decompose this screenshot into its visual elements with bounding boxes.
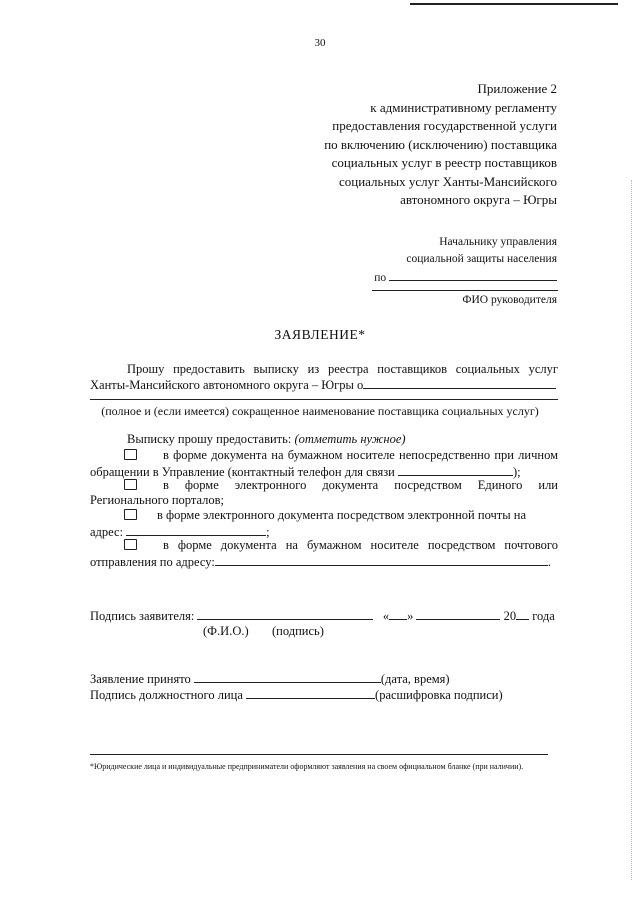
- option-2-checkbox-row: [124, 477, 137, 493]
- date-quote-open: «: [382, 609, 390, 623]
- scan-edge-marks: [631, 180, 640, 880]
- option-3-line-2-text: адрес:: [90, 525, 124, 539]
- accepted-caption: (дата, время): [380, 672, 450, 686]
- option-3-line-1: в форме электронного документа посредством электронной почты на: [157, 508, 527, 522]
- request-line-2-text: Ханты-Мансийского автономного округа – Югры о: [90, 378, 364, 392]
- option-3-line-2-end: ;: [266, 525, 270, 539]
- option-2-line-1: в форме электронного документа посредством Единого или: [163, 478, 558, 492]
- addressee-line-2: социальной защиты населения: [406, 253, 557, 265]
- request-line-1: Прошу предоставить выписку из реестра поставщиков социальных услуг: [127, 362, 558, 376]
- provider-name-field[interactable]: [363, 376, 556, 389]
- date-quote-close: »: [407, 609, 414, 623]
- provider-name-caption: (полное и (если имеется) сокращенное наименование поставщика социальных услуг): [101, 404, 539, 418]
- document-title: ЗАЯВЛЕНИЕ*: [274, 327, 366, 342]
- page-number: 30: [314, 37, 326, 49]
- date-year-prefix: 20: [503, 609, 517, 623]
- request-line-2: [90, 376, 556, 393]
- addressee-name-field[interactable]: [389, 268, 557, 281]
- accepted-field[interactable]: [194, 670, 381, 683]
- delivery-intro: [127, 431, 406, 447]
- option-1-line-2-text: обращении в Управление (контактный телефон для связи: [90, 465, 395, 479]
- option-2-checkbox[interactable]: [124, 479, 137, 490]
- footnote-separator: [90, 754, 548, 755]
- option-3-checkbox-row: [124, 507, 137, 523]
- date-month-field[interactable]: [416, 607, 500, 620]
- applicant-signature-row: [90, 607, 555, 624]
- contact-phone-field[interactable]: [398, 463, 513, 476]
- appendix-line: автономного округа – Югры: [400, 192, 557, 207]
- fio-field-line[interactable]: [372, 290, 558, 291]
- official-signature-label: Подпись должностного лица: [90, 688, 243, 702]
- official-signature-field[interactable]: [246, 686, 375, 699]
- caption-fio: (Ф.И.О.): [203, 624, 249, 638]
- fio-caption: ФИО руководителя: [462, 294, 557, 306]
- delivery-intro-note: (отметить нужное): [294, 432, 406, 446]
- option-2-line-2: Регионального порталов;: [90, 493, 224, 507]
- top-border-line: [410, 3, 618, 5]
- option-1-line-2-end: );: [512, 465, 521, 479]
- addressee-po-label: по: [374, 272, 387, 284]
- appendix-line: по включению (исключению) поставщика: [324, 136, 557, 152]
- appendix-line: к административному регламенту: [370, 99, 557, 115]
- option-4-checkbox-row: [124, 537, 137, 553]
- option-4-checkbox[interactable]: [124, 539, 137, 550]
- appendix-line: социальных услуг в реестр поставщиков: [331, 155, 557, 170]
- addressee-po-row: [374, 268, 557, 287]
- postal-address-field[interactable]: [215, 553, 548, 566]
- appendix-line: Приложение 2: [477, 81, 557, 96]
- accepted-label: Заявление принято: [90, 672, 191, 686]
- option-3-checkbox[interactable]: [124, 509, 137, 520]
- date-year-field[interactable]: [516, 607, 529, 620]
- date-year-suffix: года: [532, 609, 555, 623]
- addressee-block: [374, 234, 557, 287]
- addressee-line-1: Начальнику управления: [439, 236, 557, 248]
- option-4-line-1: в форме документа на бумажном носителе посредством почтового: [163, 538, 558, 552]
- official-signature-row: [90, 686, 503, 703]
- appendix-line: социальных услуг Ханты-Мансийского: [338, 173, 557, 189]
- option-1-line-1: в форме документа на бумажном носителе непосредственно при личном: [163, 448, 558, 462]
- applicant-signature-field[interactable]: [197, 607, 373, 620]
- footnote: *Юридические лица и индивидуальные предприниматели оформляют заявления на своем официальном бланке (при наличии).: [90, 762, 524, 771]
- option-1-checkbox[interactable]: [124, 449, 137, 460]
- applicant-signature-label: Подпись заявителя:: [90, 609, 195, 623]
- option-4-line-2-end: .: [547, 555, 551, 569]
- appendix-block: [324, 80, 557, 210]
- option-1-checkbox-row: [124, 447, 137, 463]
- delivery-intro-text: Выписку прошу предоставить:: [127, 432, 292, 446]
- email-field[interactable]: [126, 523, 266, 536]
- option-4-line-2-text: отправления по адресу:: [90, 555, 215, 569]
- option-4-line-2: [90, 553, 551, 570]
- official-signature-caption: (расшифровка подписи): [375, 688, 503, 702]
- caption-signature: (подпись): [272, 624, 324, 638]
- accepted-row: [90, 670, 450, 687]
- date-day-field[interactable]: [389, 607, 407, 620]
- provider-name-field-line-2[interactable]: [90, 399, 558, 400]
- appendix-line: предоставления государственной услуги: [332, 118, 557, 133]
